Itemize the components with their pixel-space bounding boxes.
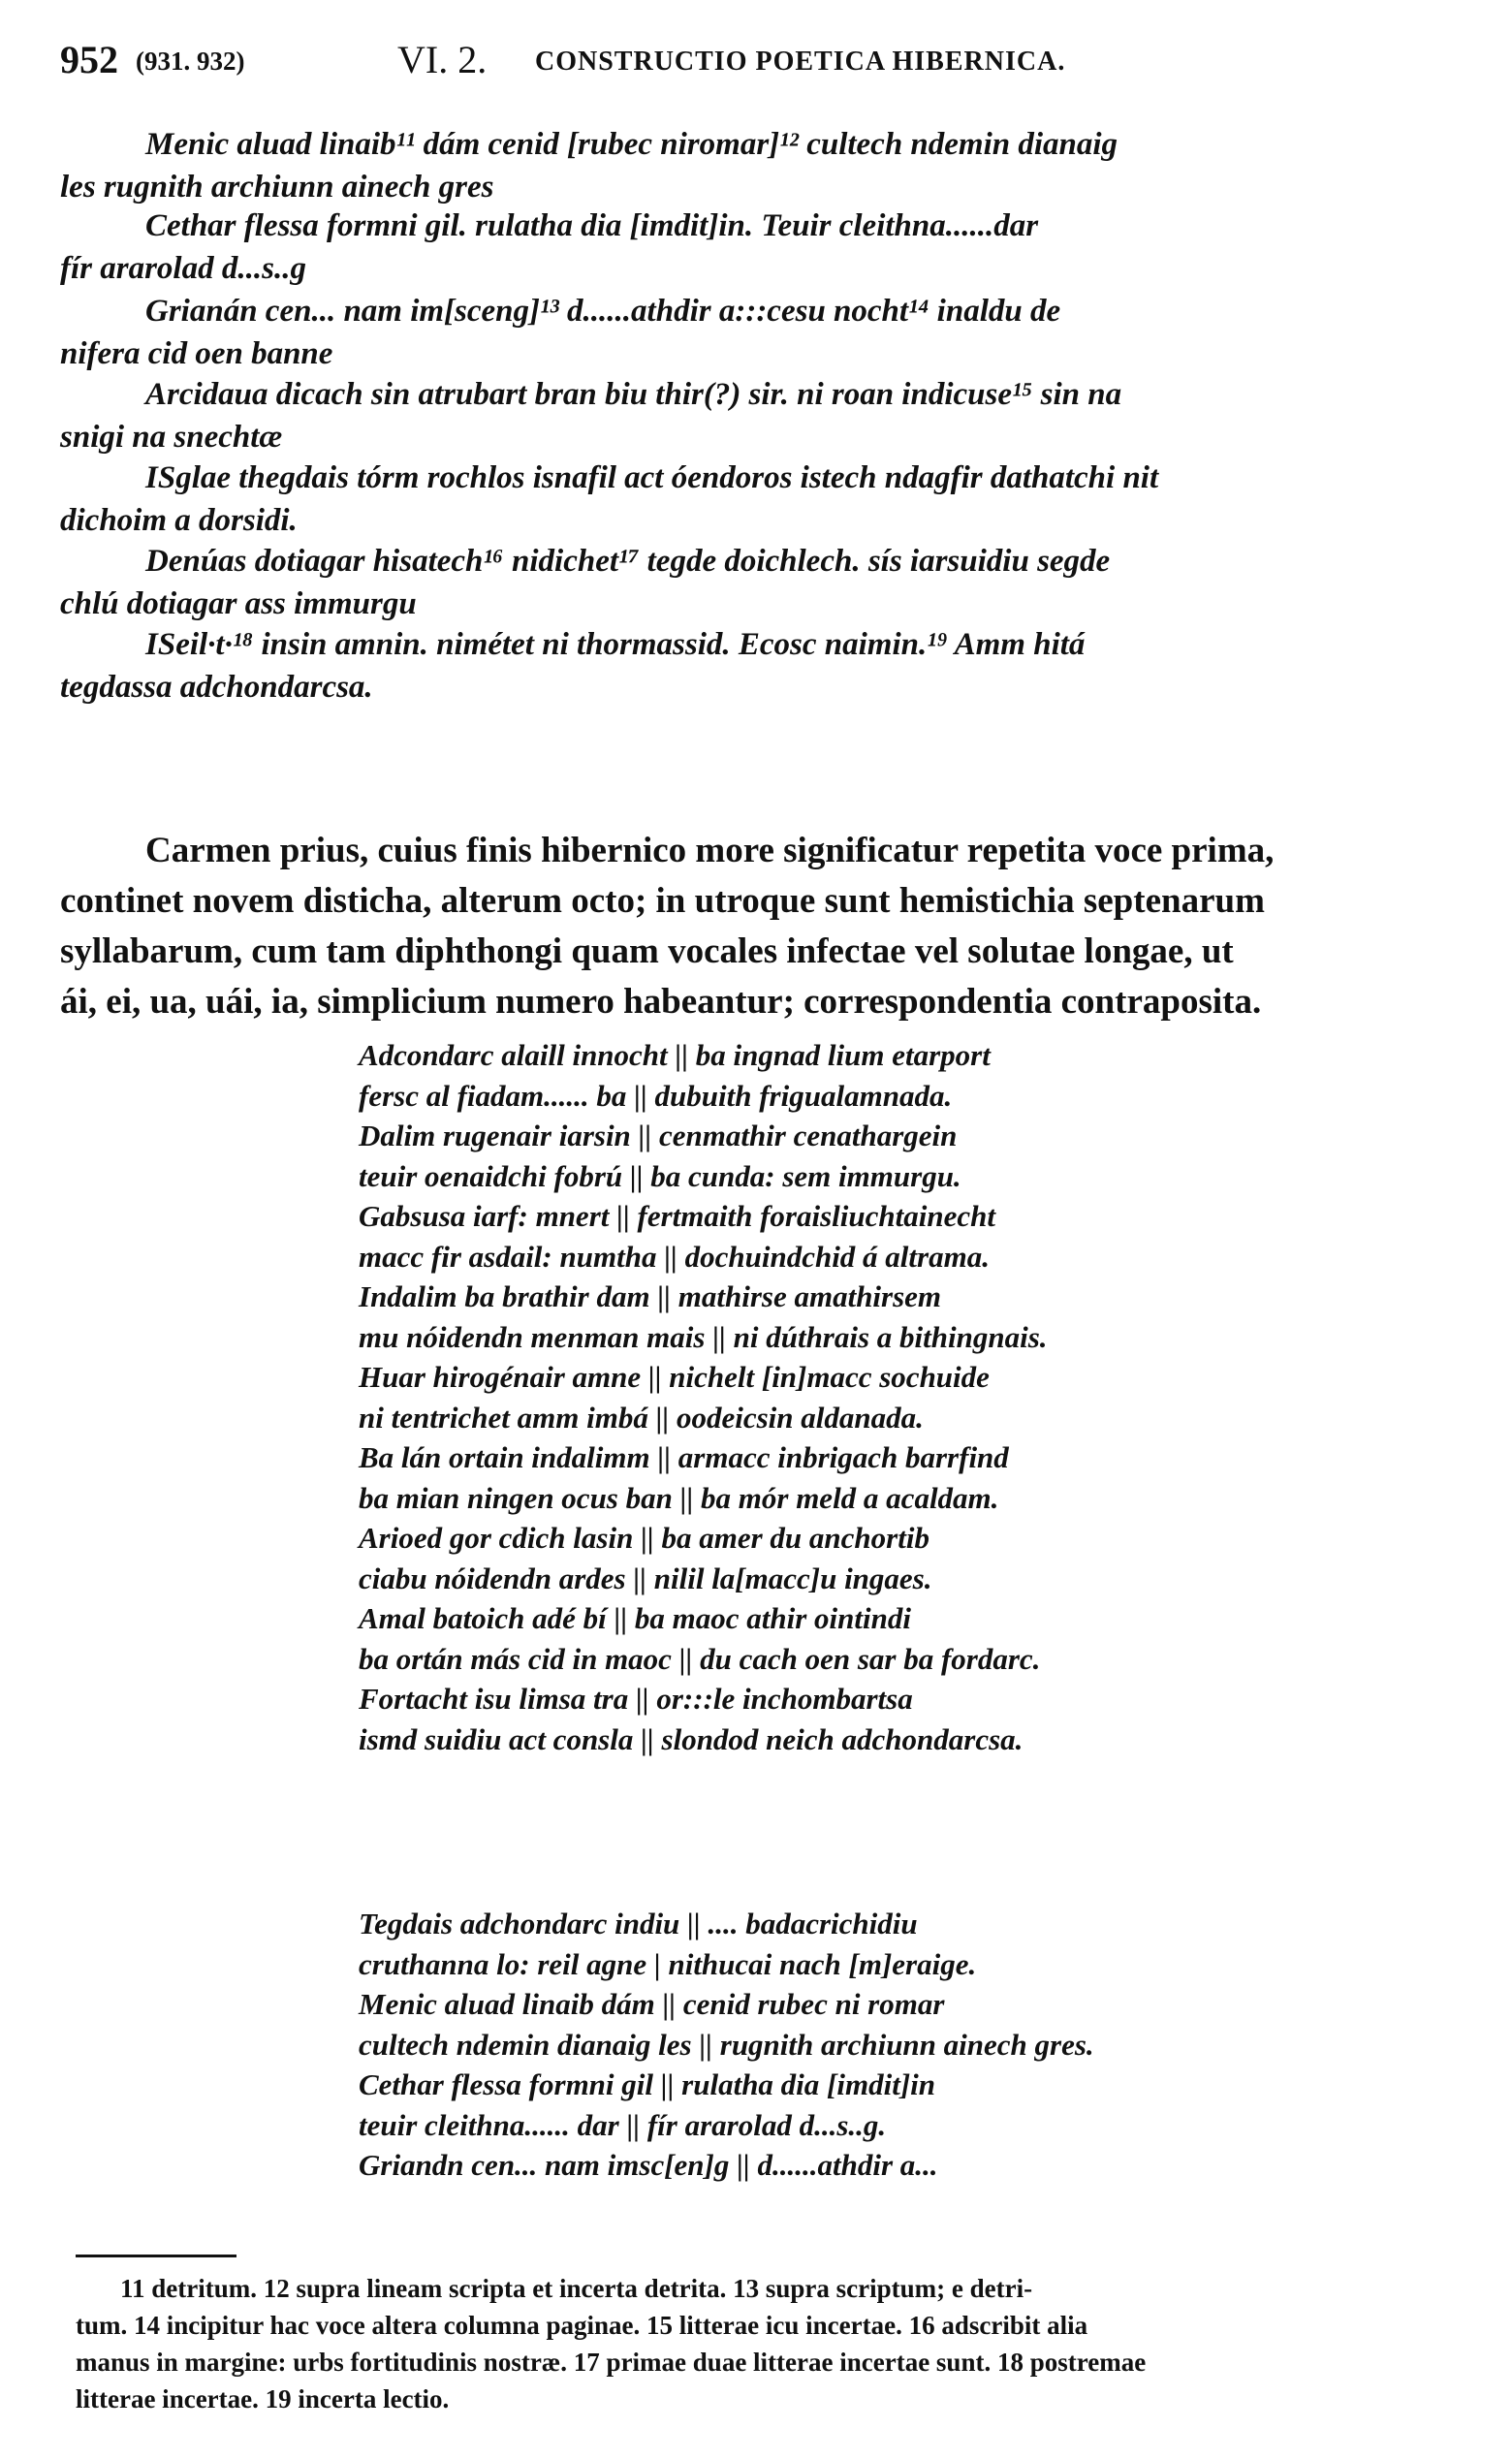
prose-line: Arcidaua dicach sin atrubart bran biu thir(?) sir. ni roan indicuse¹⁵ sin na [145, 377, 1122, 412]
verse-line: ba mian ningen ocus ban || ba mór meld a acaldam. [359, 1480, 999, 1515]
commentary-line: continet novem disticha, alterum octo; in utroque sunt hemistichia septenarum [60, 881, 1265, 921]
prose-line: Denúas dotiagar hisatech¹⁶ nidichet¹⁷ tegde doichlech. sís iarsuidiu segde [145, 544, 1111, 579]
latin-commentary [60, 826, 1477, 1027]
verse-line: teuir oenaidchi fobrú || ba cunda: sem immurgu. [359, 1158, 961, 1193]
verse-line: Adcondarc alaill innocht || ba ingnad lium etarport [359, 1038, 991, 1072]
prose-line: snigi na snechtæ [60, 420, 283, 455]
prose-line: ISeil·t·¹⁸ insin amnin. nimétet ni thormassid. Ecosc naimin.¹⁹ Amm hitá [145, 627, 1086, 662]
verse-line: ni tentrichet amm imbá || oodeicsin aldanada. [359, 1400, 924, 1435]
prose-line: nifera cid oen banne [60, 336, 333, 371]
poem-second [359, 1904, 1425, 2186]
verse-line: ciabu nóidendn ardes || nilil la[macc]u ingaes. [359, 1561, 932, 1595]
prose-line: Menic aluad linaib¹¹ dám cenid [rubec niromar]¹² cultech ndemin dianaig [145, 127, 1118, 162]
verse-line: Fortacht isu limsa tra || or:::le inchombartsa [359, 1682, 913, 1716]
verse-line: Menic aluad linaib dám || cenid rubec ni romar [359, 1987, 945, 2021]
verse-line: Griandn cen... nam imsc[en]g || d......athdir a... [359, 2148, 938, 2182]
verse-line: fersc al fiadam...... ba || dubuith frigualamnada. [359, 1078, 953, 1113]
verse-line: Indalim ba brathir dam || mathirse amathirsem [359, 1279, 942, 1313]
verse-line: Arioed gor cdich lasin || ba amer du anchortib [359, 1521, 929, 1555]
verse-line: Tegdais adchondarc indiu || .... badacrichidiu [359, 1907, 918, 1940]
commentary-line: syllabarum, cum tam diphthongi quam vocales infectae vel solutae longae, ut [60, 931, 1234, 971]
page-references: (931. 932) [136, 47, 245, 76]
footnote-line: manus in margine: urbs fortitudinis nostræ. 17 primae duae litterae incertae sunt. 18 postremae [76, 2348, 1147, 2377]
footnote-line: tum. 14 incipitur hac voce altera columna paginae. 15 litterae icu incertae. 16 adscribit alia [76, 2311, 1088, 2340]
verse-line: Huar hirogénair amne || nichelt [in]macc sochuide [359, 1360, 990, 1394]
prose-line: les rugnith archiunn ainech gres [60, 170, 494, 205]
verse-line: Dalim rugenair iarsin || cenmathir cenathargein [359, 1119, 958, 1152]
running-title: CONSTRUCTIO POETICA HIBERNICA. [535, 47, 1066, 77]
footnote-line: 11 detritum. 12 supra lineam scripta et incerta detrita. 13 supra scriptum; e detri- [120, 2274, 1033, 2303]
verse-line: Ba lán ortain indalimm || armacc inbrigach barrfind [359, 1440, 1009, 1474]
verse-line: mu nóidendn menman mais || ni dúthrais a bithingnais. [359, 1319, 1048, 1354]
page-number: 952 [60, 38, 118, 81]
commentary-line: ái, ei, ua, uái, ia, simplicium numero habeantur; correspondentia contraposita. [60, 982, 1262, 1022]
footnote-separator [76, 2255, 236, 2257]
prose-line: dichoim a dorsidi. [60, 503, 298, 538]
verse-line: Amal batoich adé bí || ba maoc athir ointindi [359, 1601, 911, 1635]
verse-line: Cethar flessa formni gil || rulatha dia [imdit]in [359, 2067, 935, 2101]
prose-line: chlú dotiagar ass immurgu [60, 586, 417, 621]
verse-line: cruthanna lo: reil agne | nithucai nach [m]eraige. [359, 1946, 977, 1981]
page-header [60, 37, 1473, 85]
verse-line: teuir cleithna...... dar || fír ararolad d...s..g. [359, 2107, 887, 2142]
poem-first [359, 1035, 1425, 1759]
commentary-line: Carmen prius, cuius finis hibernico more significatur repetita voce prima, [145, 831, 1275, 870]
verse-line: cultech ndemin dianaig les || rugnith archiunn ainech gres. [359, 2027, 1094, 2062]
irish-prose-text [60, 124, 1473, 708]
prose-line: ISglae thegdais tórm rochlos isnafil act óendoros istech ndagfir dathatchi nit [145, 460, 1159, 495]
verse-line: ismd suidiu act consla || slondod neich adchondarcsa. [359, 1721, 1024, 1756]
section-number: VI. 2. [397, 38, 488, 81]
verse-line: ba ortán más cid in maoc || du cach oen sar ba fordarc. [359, 1641, 1041, 1676]
footnote-line: litterae incertae. 19 incerta lectio. [76, 2384, 450, 2413]
verse-line: macc fir asdail: numtha || dochuindchid á altrama. [359, 1239, 990, 1274]
verse-line: Gabsusa iarf: mnert || fertmaith foraisliuchtainecht [359, 1199, 995, 1233]
prose-line: tegdassa adchondarcsa. [60, 670, 373, 705]
prose-line: Cethar flessa formni gil. rulatha dia [imdit]in. Teuir cleithna......dar [145, 208, 1039, 243]
footnotes [76, 2270, 1477, 2417]
prose-line: Grianán cen... nam im[sceng]¹³ d......athdir a:::cesu nocht¹⁴ inaldu de [145, 294, 1061, 329]
prose-line: fír ararolad d...s..g [60, 251, 306, 286]
